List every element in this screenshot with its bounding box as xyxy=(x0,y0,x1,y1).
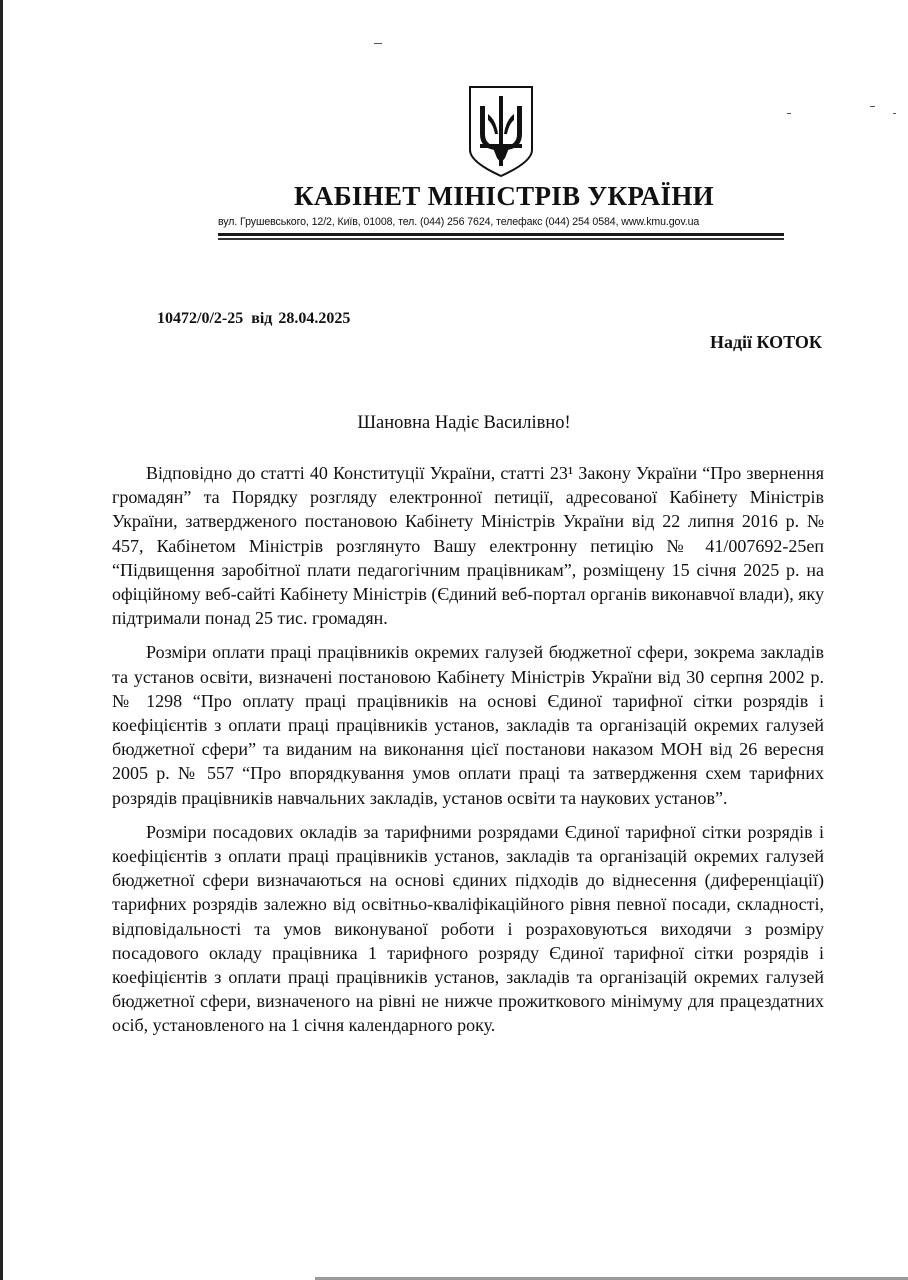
organization-address: вул. Грушевського, 12/2, Київ, 01008, тел. (044) 256 7624, телефакс (044) 254 0584, www.kmu.gov.ua xyxy=(218,216,700,228)
reference-line xyxy=(157,310,350,328)
coat-of-arms-of-ukraine-icon xyxy=(466,84,536,180)
reference-number: 10472/0/2-25 xyxy=(157,310,244,327)
scan-speck xyxy=(787,113,791,114)
salutation: Шановна Надіє Василівно! xyxy=(357,413,571,433)
letter-body xyxy=(112,461,824,1048)
scan-speck xyxy=(374,43,382,44)
body-paragraph: Відповідно до статті 40 Конституції України, статті 23¹ Закону України “Про звернення громадян” та Порядку розгляду електронної петиції, адресованої Кабінету Міністрів України, затвердженого постановою Кабінету Міністрів України від 22 липня 2016 р. № 457, Кабінетом Міністрів розглянуто Вашу електронну петицію № 41/007692-25еп “Підвищення заробітної плати педагогічним працівникам”, розміщену 15 січня 2025 р. на офіційному веб-сайті Кабінету Міністрів (Єдиний веб-портал органів виконавчої влади), яку підтримали понад 25 тис. громадян. xyxy=(112,463,824,629)
reference-date: 28.04.2025 xyxy=(278,310,351,327)
addressee: Надії КОТОК xyxy=(709,332,822,352)
header-rule-thin xyxy=(218,238,784,240)
body-paragraph: Розміри оплати праці працівників окремих галузей бюджетної сфери, зокрема закладів та установ освіти, визначені постановою Кабінету Міністрів України від 30 серпня 2002 р. № 1298 “Про оплату праці працівників на основі Єдиної тарифної сітки розрядів і коефіцієнтів з оплати праці працівників установ, закладів та організацій окремих галузей бюджетної сфери” та виданим на виконання цієї постанови наказом МОН від 26 вересня 2005 р. № 557 “Про впорядкування умов оплати праці та затвердження схем тарифних розрядів працівників навчальних закладів, установ освіти та наукових установ”. xyxy=(112,642,824,808)
organization-title: КАБІНЕТ МІНІСТРІВ УКРАЇНИ xyxy=(294,181,714,211)
body-paragraph: Розміри посадових окладів за тарифними розрядами Єдиної тарифної сітки розрядів і коефіцієнтів з оплати праці працівників установ, закладів та організацій окремих галузей бюджетної сфери визначаються на основі єдиних підходів до віднесення (диференціації) тарифних розрядів залежно від освітньо-кваліфікаційного рівня певної посади, складності, відповідальності та умов виконуваної роботи і розраховуються виходячи з розміру посадового окладу працівника 1 тарифного розряду Єдиної тарифної сітки розрядів і коефіцієнтів з оплати праці працівників установ, закладів та організацій окремих галузей бюджетної сфери, визначеного на рівні не нижче прожиткового мінімуму для працездатних осіб, установленого на 1 січня календарного року. xyxy=(112,821,824,1036)
scan-speck xyxy=(893,113,896,114)
scan-speck xyxy=(870,106,875,107)
header-rule-thick xyxy=(218,233,784,236)
reference-date-prefix: від xyxy=(251,310,273,327)
